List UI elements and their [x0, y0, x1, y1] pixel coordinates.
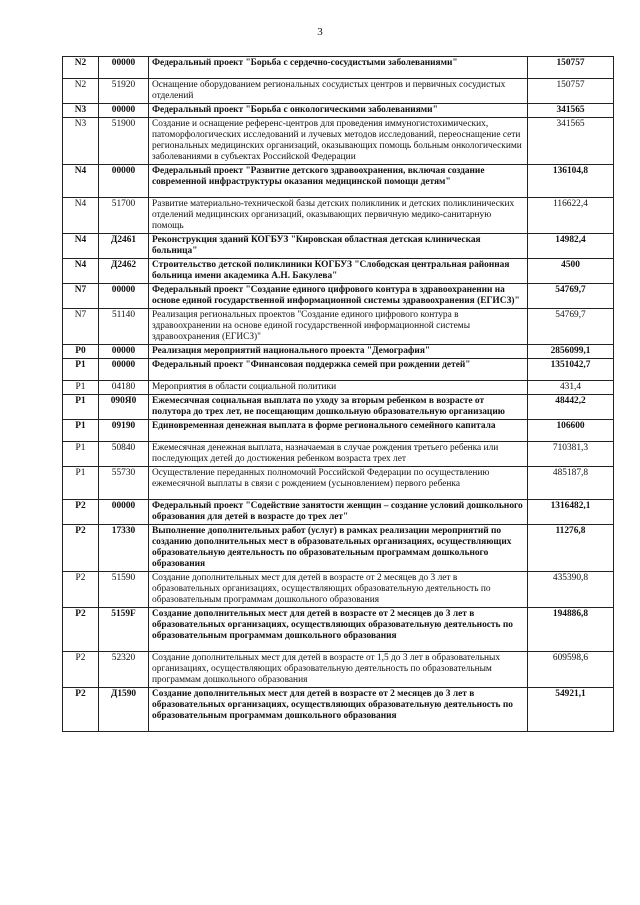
section-code-cell: N4 [63, 259, 99, 284]
table-row [63, 359, 614, 381]
amount-cell: 485187,8 [528, 467, 614, 500]
amount-cell: 48442,2 [528, 395, 614, 420]
item-name-cell: Создание и оснащение референс-центров для проведения иммуногистохимических, патоморфологических исследований и лучевых методов исследований, переоснащение сети региональных медицинских организаций, оказывающих помощь больным онкологическими заболеваниями в субъектах Российской Федерации [149, 118, 528, 165]
item-name-cell: Мероприятия в области социальной политики [149, 381, 528, 395]
table-row [63, 500, 614, 525]
section-code-cell: N7 [63, 284, 99, 309]
table-row [63, 234, 614, 259]
section-code-cell: P2 [63, 572, 99, 608]
item-code-cell: 04180 [99, 381, 149, 395]
table-row [63, 198, 614, 234]
item-code-cell: 51590 [99, 572, 149, 608]
item-name-cell: Развитие материально-технической базы детских поликлиник и детских поликлинических отделений медицинских организаций, оказывающих первичную медико-санитарную помощь [149, 198, 528, 234]
item-code-cell: 090Я0 [99, 395, 149, 420]
section-code-cell: P2 [63, 652, 99, 688]
item-name-cell: Создание дополнительных мест для детей в возрасте от 2 месяцев до 3 лет в образовательных организациях, осуществляющих образовательную деятельность по образовательным программам дошкольного образования [149, 608, 528, 652]
item-name-cell: Реализация региональных проектов "Создание единого цифрового контура в здравоохранении на основе единой государственной информационной системы здравоохранения (ЕГИСЗ)" [149, 309, 528, 345]
section-code-cell: N4 [63, 234, 99, 259]
item-name-cell: Создание дополнительных мест для детей в возрасте от 1,5 до 3 лет в образовательных организациях, осуществляющих образовательную деятельность по образовательным программам дошкольного образования [149, 652, 528, 688]
item-code-cell: 52320 [99, 652, 149, 688]
table-row [63, 259, 614, 284]
section-code-cell: P2 [63, 688, 99, 732]
table-row [63, 652, 614, 688]
section-code-cell: N3 [63, 104, 99, 118]
item-code-cell: Д2461 [99, 234, 149, 259]
section-code-cell: P2 [63, 525, 99, 572]
item-name-cell: Создание дополнительных мест для детей в возрасте от 2 месяцев до 3 лет в образовательных организациях, осуществляющих образовательную деятельность по образовательным программам дошкольного образования [149, 572, 528, 608]
amount-cell: 710381,3 [528, 442, 614, 467]
amount-cell: 2856099,1 [528, 345, 614, 359]
item-name-cell: Создание дополнительных мест для детей в возрасте от 2 месяцев до 3 лет в образовательных организациях, осуществляющих образовательную деятельность по образовательным программам дошкольного образования [149, 688, 528, 732]
item-name-cell: Строительство детской поликлиники КОГБУЗ "Слободская центральная районная больница имени академика А.Н. Бакулева" [149, 259, 528, 284]
item-code-cell: 00000 [99, 104, 149, 118]
item-code-cell: Д2462 [99, 259, 149, 284]
budget-table [62, 56, 614, 732]
item-name-cell: Федеральный проект "Борьба с сердечно-сосудистыми заболеваниями" [149, 57, 528, 79]
item-name-cell: Федеральный проект "Содействие занятости женщин – создание условий дошкольного образования для детей в возрасте до трех лет" [149, 500, 528, 525]
item-name-cell: Оснащение оборудованием региональных сосудистых центров и первичных сосудистых отделений [149, 79, 528, 104]
amount-cell: 341565 [528, 104, 614, 118]
section-code-cell: N4 [63, 198, 99, 234]
item-name-cell: Реконструкция зданий КОГБУЗ "Кировская областная детская клиническая больница" [149, 234, 528, 259]
amount-cell: 136104,8 [528, 165, 614, 198]
amount-cell: 106600 [528, 420, 614, 442]
amount-cell: 194886,8 [528, 608, 614, 652]
item-code-cell: 00000 [99, 345, 149, 359]
item-name-cell: Единовременная денежная выплата в форме регионального семейного капитала [149, 420, 528, 442]
section-code-cell: P1 [63, 442, 99, 467]
item-code-cell: 51140 [99, 309, 149, 345]
section-code-cell: P2 [63, 608, 99, 652]
table-row [63, 79, 614, 104]
table-row [63, 57, 614, 79]
amount-cell: 435390,8 [528, 572, 614, 608]
table-row [63, 467, 614, 500]
table-row [63, 608, 614, 652]
section-code-cell: N2 [63, 57, 99, 79]
item-code-cell: 00000 [99, 500, 149, 525]
item-name-cell: Ежемесячная социальная выплата по уходу за вторым ребенком в возрасте от полутора до трех лет, не посещающим дошкольную образовательную организацию [149, 395, 528, 420]
section-code-cell: P1 [63, 467, 99, 500]
amount-cell: 431,4 [528, 381, 614, 395]
item-code-cell: Д1590 [99, 688, 149, 732]
item-code-cell: 51900 [99, 118, 149, 165]
table-row [63, 420, 614, 442]
item-name-cell: Осуществление переданных полномочий Российской Федерации по осуществлению ежемесячной выплаты в связи с рождением (усыновлением) первого ребенка [149, 467, 528, 500]
amount-cell: 1351042,7 [528, 359, 614, 381]
item-code-cell: 00000 [99, 165, 149, 198]
amount-cell: 1316482,1 [528, 500, 614, 525]
item-code-cell: 50840 [99, 442, 149, 467]
section-code-cell: P1 [63, 381, 99, 395]
item-name-cell: Реализация мероприятий национального проекта "Демография" [149, 345, 528, 359]
item-code-cell: 09190 [99, 420, 149, 442]
table-row [63, 442, 614, 467]
item-code-cell: 00000 [99, 284, 149, 309]
section-code-cell: N4 [63, 165, 99, 198]
item-name-cell: Федеральный проект "Борьба с онкологическими заболеваниями" [149, 104, 528, 118]
section-code-cell: P1 [63, 420, 99, 442]
table-row [63, 525, 614, 572]
item-code-cell: 51920 [99, 79, 149, 104]
item-code-cell: 5159F [99, 608, 149, 652]
item-name-cell: Федеральный проект "Развитие детского здравоохранения, включая создание современной инфраструктуры оказания медицинской помощи детям" [149, 165, 528, 198]
item-name-cell: Ежемесячная денежная выплата, назначаемая в случае рождения третьего ребенка или последующих детей до достижения ребенком возраста трех лет [149, 442, 528, 467]
amount-cell: 150757 [528, 57, 614, 79]
amount-cell: 116622,4 [528, 198, 614, 234]
table-row [63, 284, 614, 309]
amount-cell: 150757 [528, 79, 614, 104]
amount-cell: 54921,1 [528, 688, 614, 732]
section-code-cell: P0 [63, 345, 99, 359]
page-number: 3 [317, 26, 323, 38]
table-row [63, 118, 614, 165]
item-code-cell: 00000 [99, 57, 149, 79]
section-code-cell: P2 [63, 500, 99, 525]
item-name-cell: Выполнение дополнительных работ (услуг) в рамках реализации мероприятий по созданию дополнительных мест в образовательных организациях, осуществляющих образовательную деятельность по образовательным программам дошкольного образования [149, 525, 528, 572]
budget-table-body [63, 57, 614, 732]
section-code-cell: N3 [63, 118, 99, 165]
amount-cell: 54769,7 [528, 284, 614, 309]
section-code-cell: N2 [63, 79, 99, 104]
amount-cell: 341565 [528, 118, 614, 165]
table-row [63, 309, 614, 345]
item-code-cell: 17330 [99, 525, 149, 572]
amount-cell: 11276,8 [528, 525, 614, 572]
table-row [63, 572, 614, 608]
table-row [63, 688, 614, 732]
table-row [63, 395, 614, 420]
table-row [63, 104, 614, 118]
item-code-cell: 51700 [99, 198, 149, 234]
item-code-cell: 55730 [99, 467, 149, 500]
amount-cell: 609598,6 [528, 652, 614, 688]
table-row [63, 165, 614, 198]
item-name-cell: Федеральный проект "Финансовая поддержка семей при рождении детей" [149, 359, 528, 381]
item-code-cell: 00000 [99, 359, 149, 381]
table-row [63, 345, 614, 359]
section-code-cell: N7 [63, 309, 99, 345]
section-code-cell: P1 [63, 395, 99, 420]
section-code-cell: P1 [63, 359, 99, 381]
amount-cell: 14982,4 [528, 234, 614, 259]
item-name-cell: Федеральный проект "Создание единого цифрового контура в здравоохранении на основе единой государственной информационной системы здравоохранения (ЕГИСЗ)" [149, 284, 528, 309]
amount-cell: 4500 [528, 259, 614, 284]
table-row [63, 381, 614, 395]
amount-cell: 54769,7 [528, 309, 614, 345]
